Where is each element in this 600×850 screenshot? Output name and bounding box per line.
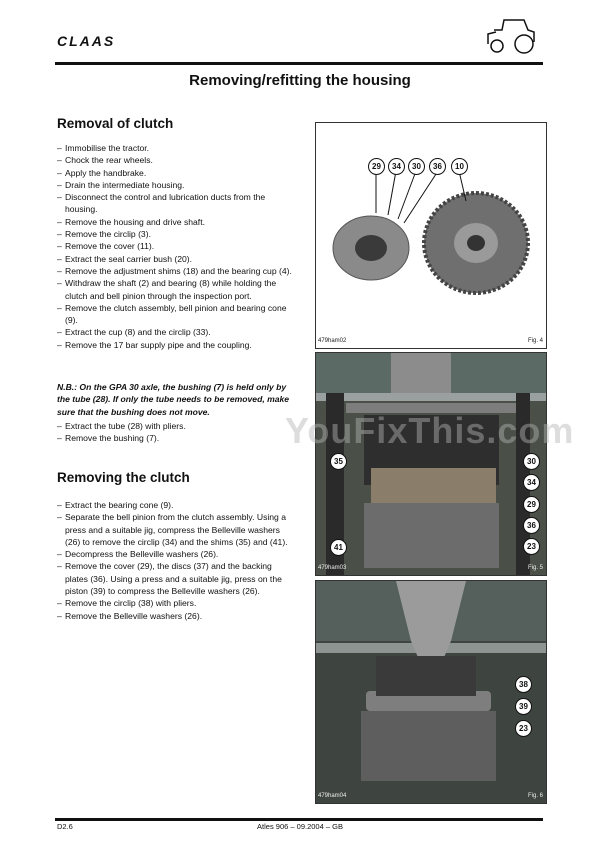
press-clutch-illustration bbox=[316, 353, 546, 575]
step-item: – Remove the circlip (38) with pliers. bbox=[57, 597, 297, 609]
step-item: – Extract the bearing cone (9). bbox=[57, 499, 297, 511]
callout-label: 30 bbox=[408, 158, 425, 175]
step-item: – Drain the intermediate housing. bbox=[57, 179, 297, 191]
document-reference: Atles 906 – 09.2004 – GB bbox=[257, 822, 343, 831]
callout-label: 10 bbox=[451, 158, 468, 175]
footer-rule bbox=[55, 818, 543, 821]
step-item: – Extract the tube (28) with pliers. bbox=[57, 420, 297, 432]
header-rule bbox=[55, 62, 543, 65]
callout-label: 36 bbox=[429, 158, 446, 175]
callout-label: 41 bbox=[330, 539, 347, 556]
step-item: – Remove the adjustment shims (18) and the bearing cup (4). bbox=[57, 265, 297, 277]
step-item: – Extract the seal carrier bush (20). bbox=[57, 253, 297, 265]
note-paragraph: N.B.: On the GPA 30 axle, the bushing (7) is held only by the tube (28). If only the tube needs to be removed, make sure that the bushing does not move. bbox=[57, 382, 290, 417]
figure-ref: 479ham02 bbox=[318, 338, 347, 344]
removal-steps-list bbox=[57, 142, 297, 351]
step-item: – Immobilise the tractor. bbox=[57, 142, 297, 154]
step-item: – Remove the Belleville washers (26). bbox=[57, 610, 297, 622]
clutch-steps-list bbox=[57, 499, 297, 622]
callout-label: 35 bbox=[330, 453, 347, 470]
callout-label: 38 bbox=[515, 676, 532, 693]
pliers-circlip-illustration bbox=[316, 581, 546, 803]
tractor-icon bbox=[484, 16, 540, 56]
step-item: – Remove the bushing (7). bbox=[57, 432, 297, 444]
callout-label: 39 bbox=[515, 698, 532, 715]
step-item: – Remove the housing and drive shaft. bbox=[57, 216, 297, 228]
figure-ref: 479ham03 bbox=[318, 565, 347, 571]
step-item: – Remove the circlip (3). bbox=[57, 228, 297, 240]
step-item: – Decompress the Belleville washers (26). bbox=[57, 548, 297, 560]
step-item: – Apply the handbrake. bbox=[57, 167, 297, 179]
callout-label: 23 bbox=[523, 538, 540, 555]
figure-photo bbox=[315, 580, 547, 804]
page-number: D2.6 bbox=[57, 822, 73, 831]
figure-photo bbox=[315, 122, 547, 349]
figure-label: Fig. 4 bbox=[527, 338, 543, 344]
step-item: – Withdraw the shaft (2) and bearing (8) while holding the clutch and bell pinion through the inspection port. bbox=[57, 277, 297, 302]
callout-label: 34 bbox=[523, 474, 540, 491]
clutch-parts-illustration bbox=[316, 123, 546, 348]
step-item: – Remove the 17 bar supply pipe and the coupling. bbox=[57, 339, 297, 351]
page-title: Removing/refitting the housing bbox=[189, 72, 411, 89]
callout-label: 36 bbox=[523, 517, 540, 534]
callout-label: 29 bbox=[368, 158, 385, 175]
figure-photo bbox=[315, 352, 547, 576]
step-item: – Extract the cup (8) and the circlip (33). bbox=[57, 326, 297, 338]
callout-label: 30 bbox=[523, 453, 540, 470]
step-item: – Remove the cover (29), the discs (37) and the backing plates (36). Using a press and a suitable jig, press on the piston (39) to compress the Belleville washers (26). bbox=[57, 560, 297, 597]
watermark: YouFixThis.com bbox=[285, 410, 575, 451]
figure-label: Fig. 5 bbox=[527, 565, 543, 571]
removal-steps-list-2 bbox=[57, 420, 297, 445]
section-heading-removal: Removal of clutch bbox=[57, 116, 174, 131]
figure-ref: 479ham04 bbox=[318, 793, 347, 799]
brand-logo: CLAAS bbox=[57, 33, 116, 49]
step-item: – Remove the clutch assembly, bell pinion and bearing cone (9). bbox=[57, 302, 297, 327]
step-item: – Disconnect the control and lubrication ducts from the housing. bbox=[57, 191, 297, 216]
section-heading-clutch: Removing the clutch bbox=[57, 470, 190, 485]
step-item: – Chock the rear wheels. bbox=[57, 154, 297, 166]
step-item: – Remove the cover (11). bbox=[57, 240, 297, 252]
step-item: – Separate the bell pinion from the clutch assembly. Using a press and a suitable jig, compress the Belleville washers (26) to remove the circlip (34) and the shims (35) and (41). bbox=[57, 511, 297, 548]
callout-label: 29 bbox=[523, 496, 540, 513]
figure-label: Fig. 6 bbox=[527, 793, 543, 799]
callout-label: 34 bbox=[388, 158, 405, 175]
callout-label: 23 bbox=[515, 720, 532, 737]
